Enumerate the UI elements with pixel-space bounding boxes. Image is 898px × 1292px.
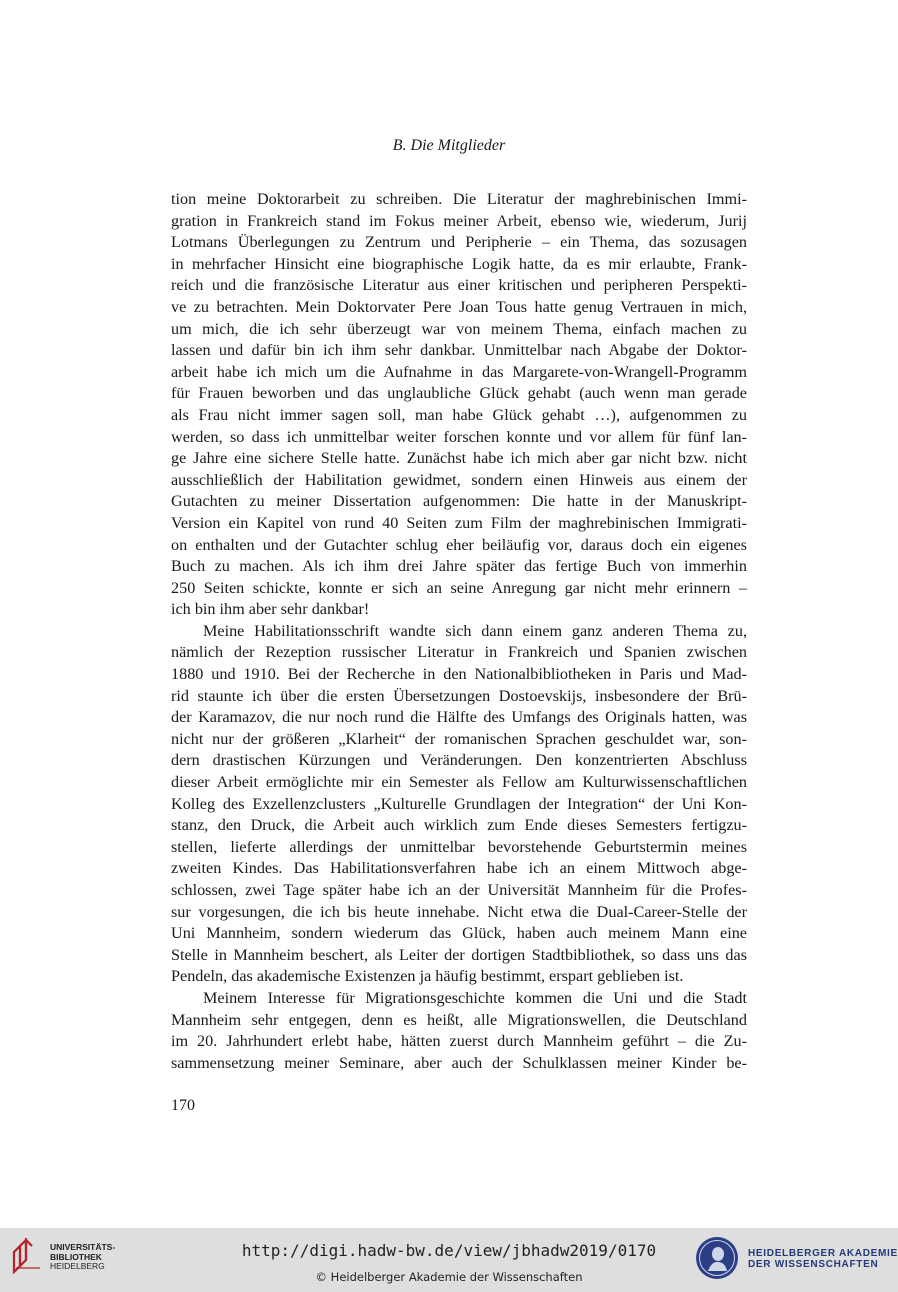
library-name-line: BIBLIOTHEK bbox=[50, 1251, 102, 1262]
permalink-url[interactable]: http://digi.hadw-bw.de/view/jbhadw2019/0170 bbox=[241, 1241, 657, 1260]
text-line: Buch zu machen. Als ich ihm drei Jahre später das fertige Buch von immerhin bbox=[171, 557, 747, 576]
text-line: schlossen, zwei Tage später habe ich an der Universität Mannheim für die Profes- bbox=[171, 881, 747, 899]
text-line: für Frauen beworben und das unglaubliche Glück gehabt (auch wenn man gerade bbox=[171, 384, 747, 403]
text-line: dieser Arbeit ermöglichte mir ein Semester als Fellow am Kulturwissenschaftlichen bbox=[171, 773, 747, 792]
text-line: Pendeln, das akademische Existenzen ja häufig bestimmt, erspart geblieben ist. bbox=[171, 967, 684, 986]
text-line: ve zu betrachten. Mein Doktorvater Pere Joan Tous hatte genug Vertrauen in mich, bbox=[171, 297, 747, 316]
text-line: als Frau nicht immer sagen soll, man habe Glück gehabt …), aufgenommen zu bbox=[171, 405, 747, 424]
text-line: lassen und dafür bin ich ihm sehr dankbar. Unmittelbar nach Abgabe der Doktor- bbox=[171, 341, 747, 360]
text-line: im 20. Jahrhundert erlebt habe, hätten zuerst durch Mannheim geführt – die Zu- bbox=[171, 1032, 747, 1051]
text-line: Version ein Kapitel von rund 40 Seiten zum Film der maghrebinischen Immigrati- bbox=[171, 513, 747, 532]
library-name-line: UNIVERSITÄTS- bbox=[50, 1242, 116, 1252]
library-name-line: HEIDELBERG bbox=[50, 1261, 105, 1271]
text-line: reich und die französische Literatur aus einer kritischen und peripheren Perspekti- bbox=[171, 276, 747, 295]
text-line: Lotmans Überlegungen zu Zentrum und Peripherie – ein Thema, das sozusagen bbox=[171, 233, 747, 252]
footer-bar bbox=[0, 1228, 898, 1292]
text-line: nämlich der Rezeption russischer Literatur in Frankreich und Spanien zwischen bbox=[171, 643, 747, 662]
text-line: nicht nur der größeren „Klarheit“ der romanischen Sprachen geschuldet war, son- bbox=[171, 729, 747, 748]
text-line: ausschließlich der Habilitation gewidmet, sondern einen Hinweis aus einem der bbox=[171, 470, 747, 489]
text-line: Mannheim sehr entgegen, denn es heißt, alle Migrationswellen, die Deutschland bbox=[171, 1010, 747, 1029]
text-line: sammensetzung meiner Seminare, aber auch der Schulklassen meiner Kinder be- bbox=[171, 1053, 747, 1072]
page-number: 170 bbox=[171, 1097, 195, 1114]
text-line: arbeit habe ich mich um die Aufnahme in das Margarete-von-Wrangell-Programm bbox=[171, 362, 747, 381]
copyright-notice: © Heidelberger Akademie der Wissenschaften bbox=[315, 1270, 583, 1284]
text-line: Gutachten zu meiner Dissertation aufgenommen: Die hatte in der Manuskript- bbox=[171, 492, 747, 511]
text-line: in mehrfacher Hinsicht eine biographische Logik hatte, da es mir erlaubte, Frank- bbox=[171, 254, 747, 273]
text-line: gration in Frankreich stand im Fokus meiner Arbeit, ebenso wie, wiederum, Jurij bbox=[171, 211, 747, 230]
text-line: Stelle in Mannheim beschert, als Leiter der dortigen Stadtbibliothek, so dass uns das bbox=[171, 945, 747, 964]
text-line: ich bin ihm aber sehr dankbar! bbox=[171, 600, 370, 619]
academy-name bbox=[748, 1248, 898, 1270]
text-line: zweiten Kindes. Das Habilitationsverfahren habe ich an einem Mittwoch abge- bbox=[171, 859, 747, 878]
body-text bbox=[171, 189, 747, 1074]
text-line: dern drastischen Kürzungen und Veränderungen. Den konzentrierten Abschluss bbox=[171, 751, 747, 770]
text-line: stanz, den Druck, die Arbeit auch wirklich zum Ende dieses Semesters fertigzu- bbox=[171, 816, 747, 835]
text-line: Meinem Interesse für Migrationsgeschichte kommen die Uni und die Stadt bbox=[203, 988, 747, 1007]
text-line: sur vorgesungen, die ich bis heute innehabe. Nicht etwa die Dual-Career-Stelle der bbox=[171, 902, 747, 921]
academy-name-line: DER WISSENSCHAFTEN bbox=[748, 1259, 879, 1270]
text-line: stellen, lieferte allerdings der unmittelbar bevorstehende Geburtstermin meines bbox=[171, 837, 747, 856]
academy-seal-icon[interactable] bbox=[694, 1235, 740, 1281]
running-title: B. Die Mitglieder bbox=[392, 137, 506, 154]
academy-name-line: HEIDELBERGER AKADEMIE bbox=[748, 1248, 898, 1259]
text-line: Uni Mannheim, sondern wiederum das Glück, haben auch meinem Mann eine bbox=[171, 924, 747, 943]
text-line: um mich, die ich sehr überzeugt war von meinem Thema, einfach machen zu bbox=[171, 319, 747, 338]
text-line: ge Jahre eine sichere Stelle hatte. Zunächst habe ich mich aber gar nicht bzw. nicht bbox=[171, 449, 747, 468]
text-line: werden, so dass ich unmittelbar weiter forschen konnte und vor allem für fünf lan- bbox=[171, 427, 747, 446]
text-line: der Karamazov, die nur noch rund die Hälfte des Umfangs des Originals hatten, was bbox=[171, 708, 747, 727]
text-line: 1880 und 1910. Bei der Recherche in den Nationalbibliotheken in Paris und Mad- bbox=[171, 665, 747, 684]
text-line: tion meine Doktorarbeit zu schreiben. Die Literatur der maghrebinischen Immi- bbox=[171, 190, 747, 208]
text-line: Kolleg des Exzellenzclusters „Kulturelle Grundlagen der Integration“ der Uni Kon- bbox=[171, 794, 747, 813]
text-line: Meine Habilitationsschrift wandte sich dann einem ganz anderen Thema zu, bbox=[203, 621, 747, 640]
text-line: rid staunte ich über die ersten Übersetzungen Dostoevskijs, insbesondere der Brü- bbox=[171, 686, 747, 705]
text-line: on enthalten und der Gutachter schlug eher beiläufig vor, daraus doch ein eigenes bbox=[171, 535, 747, 554]
text-line: 250 Seiten schickte, konnte er sich an seine Anregung gar nicht mehr erinnern – bbox=[171, 578, 747, 597]
